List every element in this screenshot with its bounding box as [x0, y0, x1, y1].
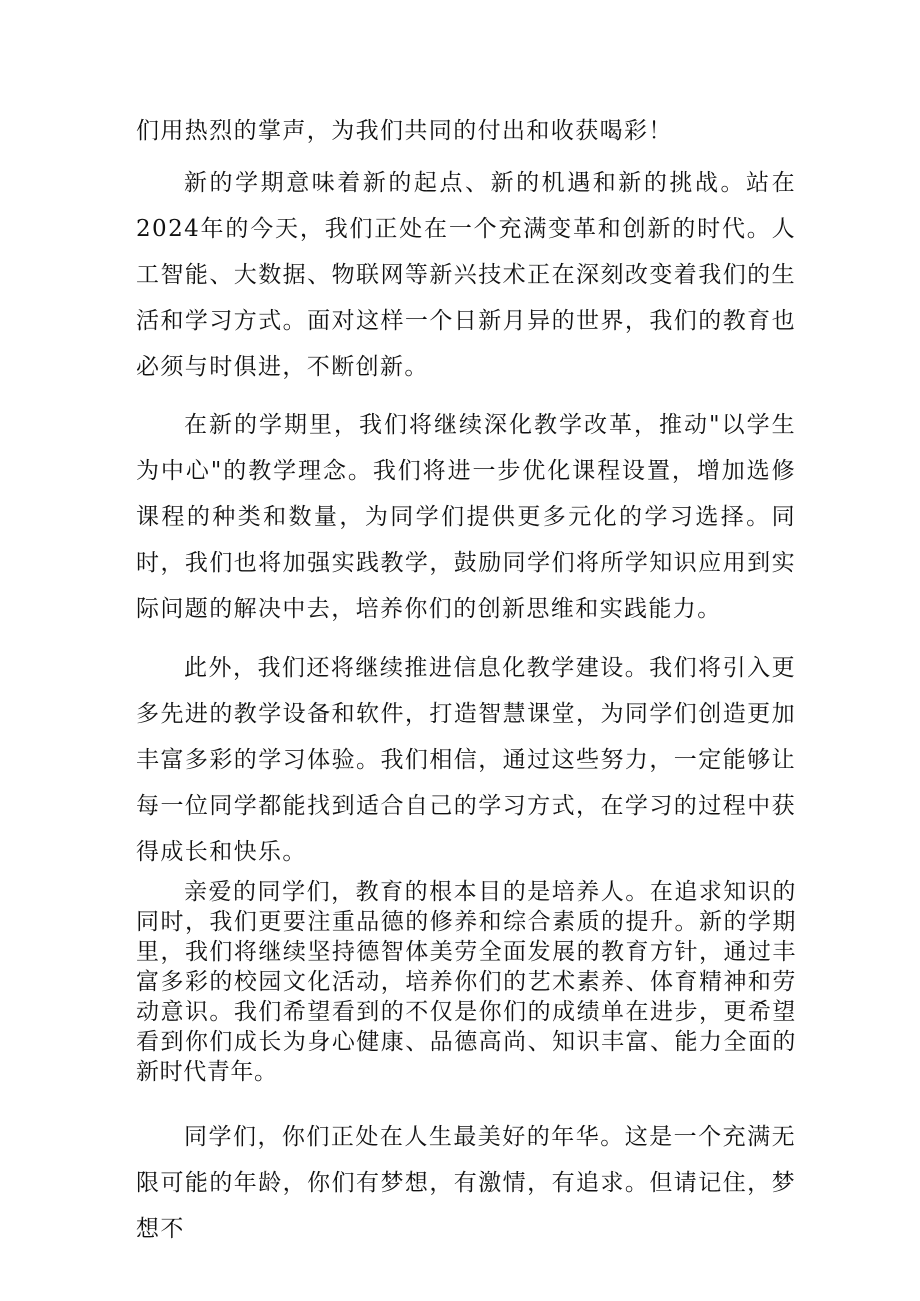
paragraph-informatization: 此外，我们还将继续推进信息化教学建设。我们将引入更多先进的教学设备和软件，打造智慧课堂，为同学们创造更加丰富多彩的学习体验。我们相信，通过这些努力，一定能够让每一位同学都能找到适合自己的学习方式，在学习的过程中获得成长和快乐。: [136, 655, 796, 865]
paragraph-dreams: 同学们，你们正处在人生最美好的年华。这是一个充满无限可能的年龄，你们有梦想，有激情，有追求。但请记住，梦想不: [136, 1124, 796, 1242]
paragraph-teaching-reform: 在新的学期里，我们将继续深化教学改革，推动"以学生为中心"的教学理念。我们将进一步优化课程设置，增加选修课程的种类和数量，为同学们提供更多元化的学习选择。同时，我们也将加强实践教学，鼓励同学们将所学知识应用到实际问题的解决中去，培养你们的创新思维和实践能力。: [136, 412, 796, 622]
paragraph-moral-education: 亲爱的同学们，教育的根本目的是培养人。在追求知识的同时，我们更要注重品德的修养和综合素质的提升。新的学期里，我们将继续坚持德智体美劳全面发展的教育方针，通过丰富多彩的校园文化活动，培养你们的艺术素养、体育精神和劳动意识。我们希望看到的不仅是你们的成绩单在进步，更希望看到你们成长为身心健康、品德高尚、知识丰富、能力全面的新时代青年。: [136, 879, 796, 1085]
paragraph-new-semester: 新的学期意味着新的起点、新的机遇和新的挑战。站在2024年的今天，我们正处在一个充满变革和创新的时代。人工智能、大数据、物联网等新兴技术正在深刻改变着我们的生活和学习方式。面对这样一个日新月异的世界，我们的教育也必须与时俱进，不断创新。: [136, 170, 796, 380]
paragraph-continuation: 们用热烈的掌声，为我们共同的付出和收获喝彩！: [136, 118, 673, 144]
